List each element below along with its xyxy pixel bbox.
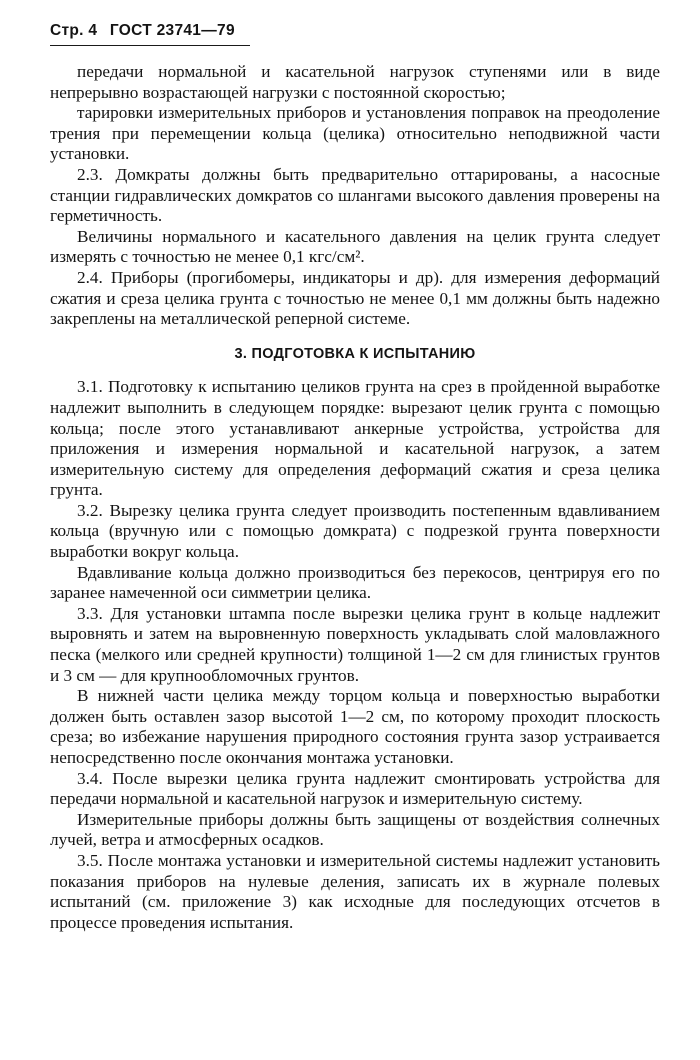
paragraph: тарировки измерительных приборов и установления поправок на преодоление трения при перемещении кольца (целика) относительно неподвижной части установки. [50,103,660,164]
paragraph: В нижней части целика между торцом кольца и поверхностью выработки должен быть оставлен зазор высотой 1—2 см, по которому проходит плоскость среза; во избежание нарушения природного состояния грунта зазор устраивается непосредственно после окончания монтажа установки. [50,686,660,767]
paragraph: 3.5. После монтажа установки и измерительной системы надлежит установить показания приборов на нулевые деления, записать их в журнале полевых испытаний (см. приложение 3) как исходные для последующих отсчетов в процессе проведения испытания. [50,850,660,932]
standard-code: ГОСТ 23741—79 [109,22,235,39]
document-body [50,62,660,933]
paragraph: 3.3. Для установки штампа после вырезки целика грунт в кольце надлежит выровнять и затем на выровненную поверхность укладывать слой маловлажного песка (мелкого или средней крупности) толщиной 1—2 см для глинистых грунтов и 3 см — для крупнообломочных грунтов. [50,603,660,685]
page-header [50,22,243,40]
paragraph: передачи нормальной и касательной нагрузок ступенями или в виде непрерывно возрастающей нагрузки с постоянной скоростью; [50,62,660,102]
page-number: Стр. 4 [50,22,98,39]
paragraph: 2.3. Домкраты должны быть предварительно оттарированы, а насосные станции гидравлических домкратов со шлангами высокого давления проверены на герметичность. [50,164,660,226]
paragraph: 3.1. Подготовку к испытанию целиков грунта на срез в пройденной выработке надлежит выполнить в следующем порядке: вырезают целик грунта с помощью кольца; после этого устанавливают анкерные устройства, устройства для приложения и измерения нормальной и касательной нагрузок, а затем измерительную систему для определения деформаций сжатия и среза целика грунта. [50,377,660,500]
paragraph: Вдавливание кольца должно производиться без перекосов, центрируя его по заранее намеченной оси симметрии целика. [50,562,660,603]
paragraph: 3.4. После вырезки целика грунта надлежит смонтировать устройства для передачи нормальной и касательной нагрузок и измерительную систему. [50,768,660,809]
paragraph: 2.4. Приборы (прогибомеры, индикаторы и др). для измерения деформаций сжатия и среза целика грунта с точностью не менее 0,1 мм должны быть надежно закреплены на металлической реперной системе. [50,267,660,329]
section-heading: 3. ПОДГОТОВКА К ИСПЫТАНИЮ [234,345,476,362]
paragraph: Измерительные приборы должны быть защищены от воздействия солнечных лучей, ветра и атмосферных осадков. [50,809,660,850]
header-rule [50,45,250,46]
paragraph: 3.2. Вырезку целика грунта следует производить постепенным вдавливанием кольца (вручную или с помощью домкрата) с подрезкой грунта поверхности выработки вокруг кольца. [50,500,660,562]
paragraph: Величины нормального и касательного давления на целик грунта следует измерять с точностью не менее 0,1 кгс/см². [50,226,660,267]
